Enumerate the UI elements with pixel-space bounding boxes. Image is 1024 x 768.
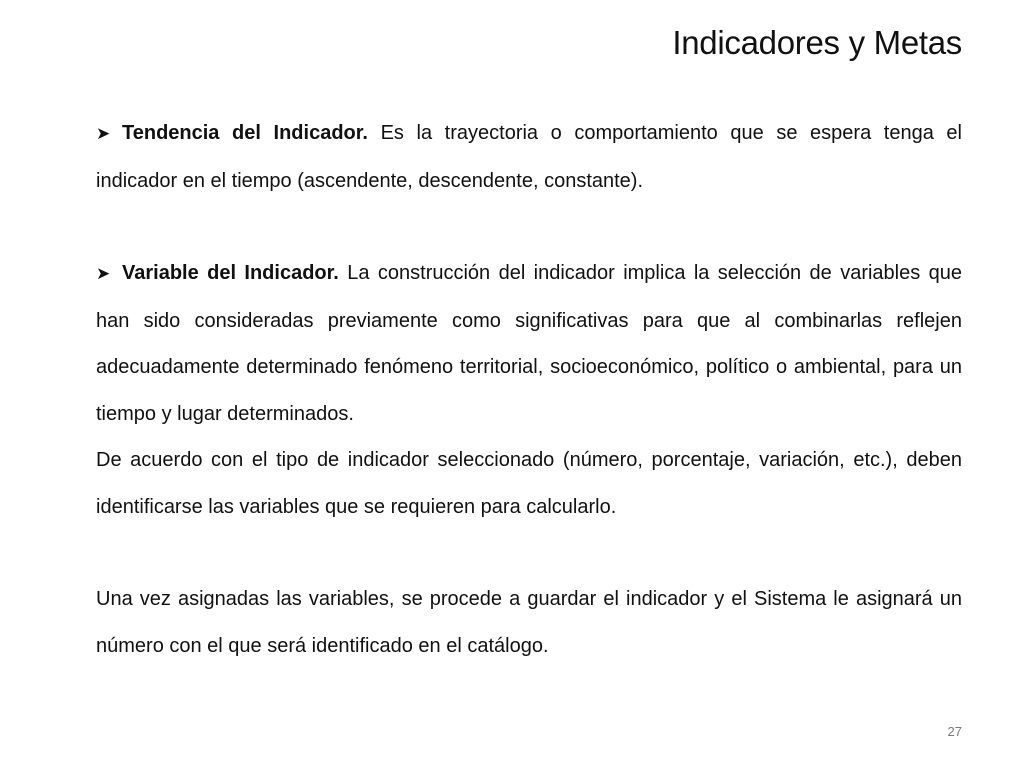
bullet-tendencia [96, 110, 962, 204]
slide-title: Indicadores y Metas [672, 24, 962, 61]
page-number: 27 [947, 724, 962, 739]
arrow-bullet-icon: ➤ [96, 264, 111, 283]
bullet-text: Es la trayectoria o comportamiento que se espera tenga el indicador en el tiempo (ascendente, descendente, constante). [96, 122, 962, 192]
slide-content [96, 110, 962, 669]
bullet-term: Tendencia del Indicador. [122, 122, 368, 144]
paragraph-asignacion: Una vez asignadas las variables, se procede a guardar el indicador y el Sistema le asignará un número con el que será identificado en el catálogo. [96, 588, 962, 657]
bullet-text: La construcción del indicador implica la selección de variables que han sido consideradas previamente como significativas para que al combinarlas reflejen adecuadamente determinado fenómeno territorial, socioeconómico, político o ambiental, para un tiempo y lugar determinados. [96, 262, 962, 425]
arrow-bullet-icon: ➤ [96, 124, 111, 143]
bullet-term: Variable del Indicador. [122, 262, 339, 284]
bullet-variable [96, 250, 962, 437]
paragraph-tipo-indicador: De acuerdo con el tipo de indicador seleccionado (número, porcentaje, variación, etc.), deben identificarse las variables que se requieren para calcularlo. [96, 449, 962, 518]
